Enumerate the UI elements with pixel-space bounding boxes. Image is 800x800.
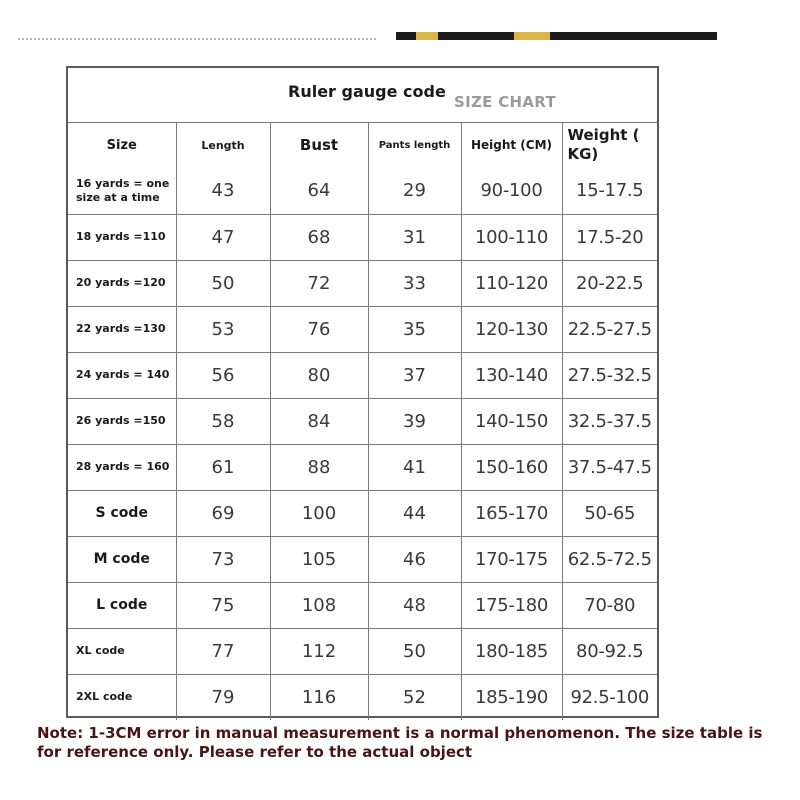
- top-bar-fragment: [396, 32, 717, 40]
- cell-height: 140-150: [461, 398, 562, 444]
- cell-weight: 37.5-47.5: [562, 444, 657, 490]
- cell-pants: 41: [368, 444, 461, 490]
- cell-weight: 50-65: [562, 490, 657, 536]
- cell-bust: 116: [270, 674, 368, 720]
- cell-height: 180-185: [461, 628, 562, 674]
- size-chart: [66, 66, 659, 718]
- cell-pants: 48: [368, 582, 461, 628]
- cell-pants: 50: [368, 628, 461, 674]
- cell-length: 75: [176, 582, 270, 628]
- cell-length: 53: [176, 306, 270, 352]
- cell-bust: 112: [270, 628, 368, 674]
- header-weight: Weight ( KG): [562, 122, 657, 168]
- cell-height: 100-110: [461, 214, 562, 260]
- cell-size: 18 yards =110: [68, 214, 176, 260]
- table-row: [68, 352, 657, 398]
- cell-size: 26 yards =150: [68, 398, 176, 444]
- cell-height: 130-140: [461, 352, 562, 398]
- cell-pants: 29: [368, 168, 461, 214]
- cell-weight: 62.5-72.5: [562, 536, 657, 582]
- cell-size: M code: [68, 536, 176, 582]
- cell-weight: 80-92.5: [562, 628, 657, 674]
- cell-bust: 68: [270, 214, 368, 260]
- chart-subtitle: SIZE CHART: [454, 93, 557, 111]
- cell-height: 185-190: [461, 674, 562, 720]
- cell-length: 69: [176, 490, 270, 536]
- cell-size: 16 yards = one size at a time: [68, 168, 176, 214]
- header-bust: Bust: [270, 122, 368, 168]
- cell-length: 77: [176, 628, 270, 674]
- table-row: [68, 214, 657, 260]
- cell-pants: 52: [368, 674, 461, 720]
- cell-size: S code: [68, 490, 176, 536]
- header-size: Size: [68, 122, 176, 168]
- cell-pants: 39: [368, 398, 461, 444]
- cell-length: 47: [176, 214, 270, 260]
- cell-size: 24 yards = 140: [68, 352, 176, 398]
- cell-weight: 70-80: [562, 582, 657, 628]
- table-row: [68, 260, 657, 306]
- table-row: [68, 168, 657, 214]
- cell-length: 50: [176, 260, 270, 306]
- header-height: Height (CM): [461, 122, 562, 168]
- header-row: [68, 122, 657, 168]
- cell-weight: 92.5-100: [562, 674, 657, 720]
- table-row: [68, 398, 657, 444]
- bar-swatch: [514, 32, 550, 40]
- cell-height: 90-100: [461, 168, 562, 214]
- cell-weight: 27.5-32.5: [562, 352, 657, 398]
- cell-weight: 17.5-20: [562, 214, 657, 260]
- cell-bust: 84: [270, 398, 368, 444]
- cell-bust: 80: [270, 352, 368, 398]
- cell-height: 120-130: [461, 306, 562, 352]
- table-row: [68, 628, 657, 674]
- table-row: [68, 582, 657, 628]
- cell-height: 170-175: [461, 536, 562, 582]
- cell-bust: 72: [270, 260, 368, 306]
- cell-length: 43: [176, 168, 270, 214]
- table-row: [68, 444, 657, 490]
- cell-pants: 44: [368, 490, 461, 536]
- cell-size: 22 yards =130: [68, 306, 176, 352]
- title-row: [68, 68, 657, 123]
- cell-size: L code: [68, 582, 176, 628]
- cell-bust: 64: [270, 168, 368, 214]
- size-table: [68, 122, 657, 720]
- cell-size: XL code: [68, 628, 176, 674]
- cell-weight: 32.5-37.5: [562, 398, 657, 444]
- table-row: [68, 306, 657, 352]
- dotted-divider: [18, 38, 376, 40]
- disclaimer-note: Note: 1-3CM error in manual measurement is a normal phenomenon. The size table is for reference only. Please refer to the actual object: [37, 724, 763, 761]
- table-row: [68, 674, 657, 720]
- cell-weight: 15-17.5: [562, 168, 657, 214]
- cell-length: 61: [176, 444, 270, 490]
- cell-bust: 76: [270, 306, 368, 352]
- header-length: Length: [176, 122, 270, 168]
- cell-length: 73: [176, 536, 270, 582]
- cell-height: 175-180: [461, 582, 562, 628]
- cell-bust: 88: [270, 444, 368, 490]
- cell-pants: 46: [368, 536, 461, 582]
- cell-height: 150-160: [461, 444, 562, 490]
- cell-pants: 37: [368, 352, 461, 398]
- cell-length: 58: [176, 398, 270, 444]
- chart-title: Ruler gauge code: [288, 82, 446, 101]
- cell-bust: 105: [270, 536, 368, 582]
- cell-length: 79: [176, 674, 270, 720]
- table-row: [68, 536, 657, 582]
- cell-bust: 108: [270, 582, 368, 628]
- cell-size: 28 yards = 160: [68, 444, 176, 490]
- cell-size: 20 yards =120: [68, 260, 176, 306]
- cell-bust: 100: [270, 490, 368, 536]
- header-pants-length: Pants length: [368, 122, 461, 168]
- cell-height: 165-170: [461, 490, 562, 536]
- table-row: [68, 490, 657, 536]
- cell-pants: 31: [368, 214, 461, 260]
- cell-pants: 33: [368, 260, 461, 306]
- cell-pants: 35: [368, 306, 461, 352]
- cell-height: 110-120: [461, 260, 562, 306]
- cell-weight: 20-22.5: [562, 260, 657, 306]
- cell-weight: 22.5-27.5: [562, 306, 657, 352]
- bar-swatch: [416, 32, 438, 40]
- cell-length: 56: [176, 352, 270, 398]
- cell-size: 2XL code: [68, 674, 176, 720]
